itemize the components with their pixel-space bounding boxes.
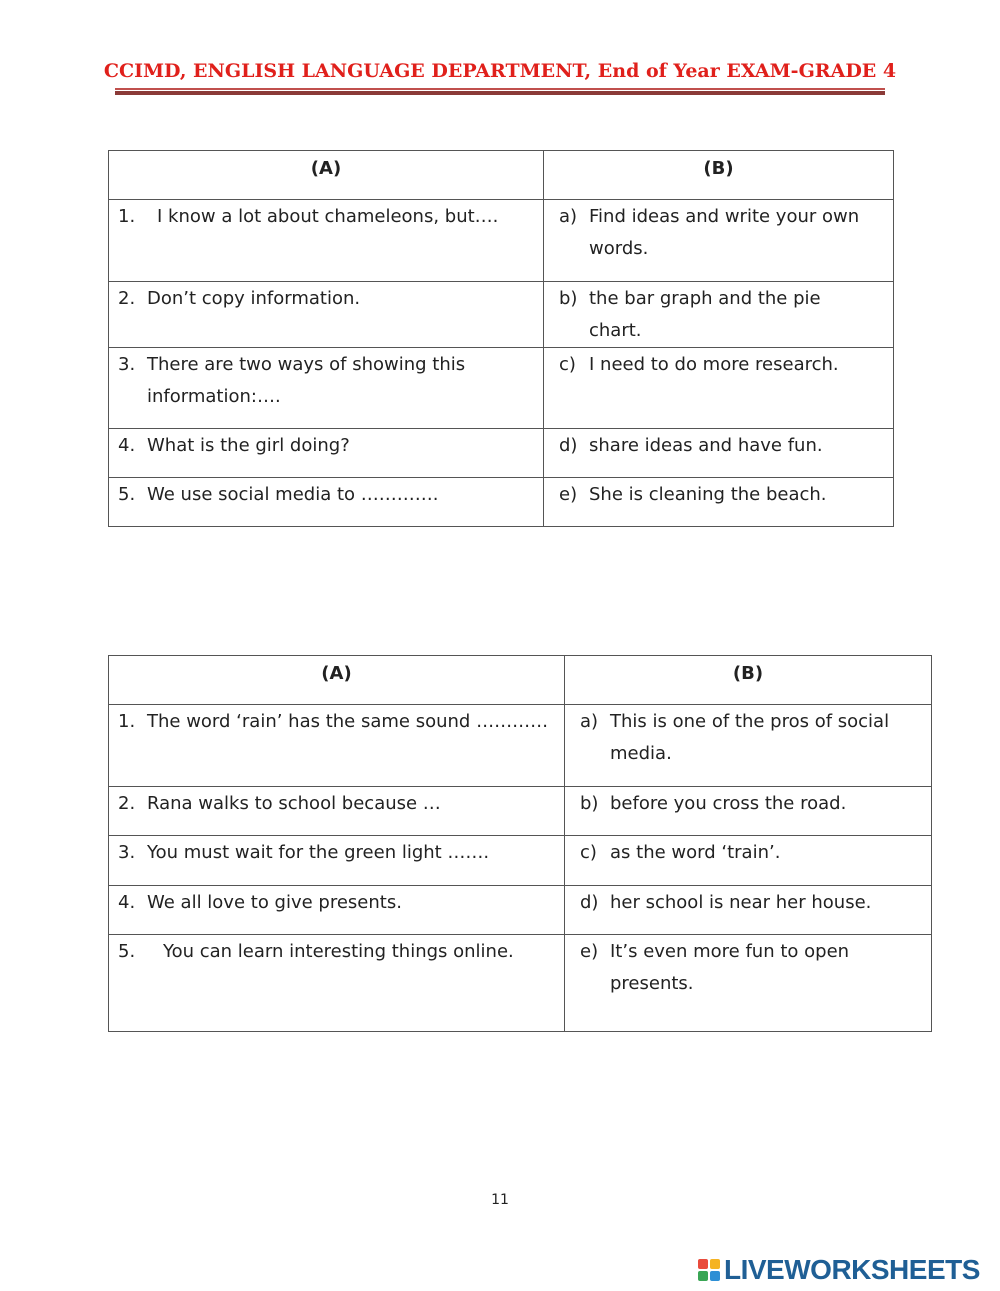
item-number: 1.: [118, 711, 136, 732]
item-letter: b): [559, 288, 578, 309]
item-text: The word ‘rain’ has the same sound …………: [147, 711, 549, 732]
item-b-e: [565, 935, 932, 1032]
liveworksheets-logo: [698, 1253, 980, 1287]
item-a-3: [109, 348, 544, 429]
item-letter: d): [559, 435, 578, 456]
matching-table-2: [108, 655, 932, 1032]
item-text: as the word ‘train’.: [610, 842, 781, 863]
item-b-a: [565, 705, 932, 787]
item-text: her school is near her house.: [610, 892, 872, 913]
item-b-b: [565, 787, 932, 836]
item-number: 5.: [118, 941, 136, 962]
item-text: before you cross the road.: [610, 793, 847, 814]
item-b-c: [565, 836, 932, 886]
item-text: You must wait for the green light …….: [147, 842, 490, 863]
logo-text: LIVEWORKSHEETS: [724, 1254, 980, 1285]
page-number: 11: [491, 1192, 509, 1208]
item-number: 1.: [118, 206, 136, 227]
item-letter: a): [559, 206, 578, 227]
item-number: 5.: [118, 484, 136, 505]
item-number: 2.: [118, 793, 136, 814]
item-b-b: [544, 282, 894, 348]
matching-table-1: [108, 150, 894, 527]
item-a-1: [109, 200, 544, 282]
column-header-b: (B): [565, 656, 932, 705]
column-header-b: (B): [544, 151, 894, 200]
item-b-e: [544, 478, 894, 527]
item-text: I know a lot about chameleons, but….: [157, 206, 499, 227]
item-number: 2.: [118, 288, 136, 309]
item-b-d: [544, 429, 894, 478]
item-text: Find ideas and write your own words.: [589, 206, 860, 259]
item-text: What is the girl doing?: [147, 435, 350, 456]
item-letter: d): [580, 892, 599, 913]
item-text: She is cleaning the beach.: [589, 484, 827, 505]
item-text: It’s even more fun to open presents.: [610, 941, 850, 994]
item-a-2: [109, 787, 565, 836]
item-number: 4.: [118, 435, 136, 456]
item-b-a: [544, 200, 894, 282]
item-b-d: [565, 886, 932, 935]
page-title: CCIMD, ENGLISH LANGUAGE DEPARTMENT, End of Year EXAM-GRADE 4: [103, 60, 897, 82]
item-text: There are two ways of showing this information:….: [147, 354, 466, 407]
item-text: You can learn interesting things online.: [163, 941, 514, 962]
item-letter: b): [580, 793, 599, 814]
item-text: Don’t copy information.: [147, 288, 361, 309]
header-divider: [115, 88, 885, 90]
item-text: We all love to give presents.: [147, 892, 402, 913]
item-a-5: [109, 935, 565, 1032]
logo-squares-icon: [698, 1259, 720, 1281]
item-a-5: [109, 478, 544, 527]
item-letter: e): [559, 484, 578, 505]
item-text: This is one of the pros of social media.: [610, 711, 890, 764]
item-b-c: [544, 348, 894, 429]
column-header-a: (A): [109, 656, 565, 705]
column-header-a: (A): [109, 151, 544, 200]
item-a-1: [109, 705, 565, 787]
item-number: 3.: [118, 354, 136, 375]
item-text: Rana walks to school because …: [147, 793, 441, 814]
item-text: We use social media to ………….: [147, 484, 439, 505]
item-letter: e): [580, 941, 599, 962]
item-text: share ideas and have fun.: [589, 435, 823, 456]
item-letter: c): [580, 842, 597, 863]
item-text: the bar graph and the pie chart.: [589, 288, 821, 341]
header-divider-thick: [115, 91, 885, 95]
item-letter: c): [559, 354, 576, 375]
item-a-2: [109, 282, 544, 348]
item-number: 4.: [118, 892, 136, 913]
item-a-3: [109, 836, 565, 886]
item-text: I need to do more research.: [589, 354, 839, 375]
item-number: 3.: [118, 842, 136, 863]
item-a-4: [109, 886, 565, 935]
item-a-4: [109, 429, 544, 478]
item-letter: a): [580, 711, 599, 732]
